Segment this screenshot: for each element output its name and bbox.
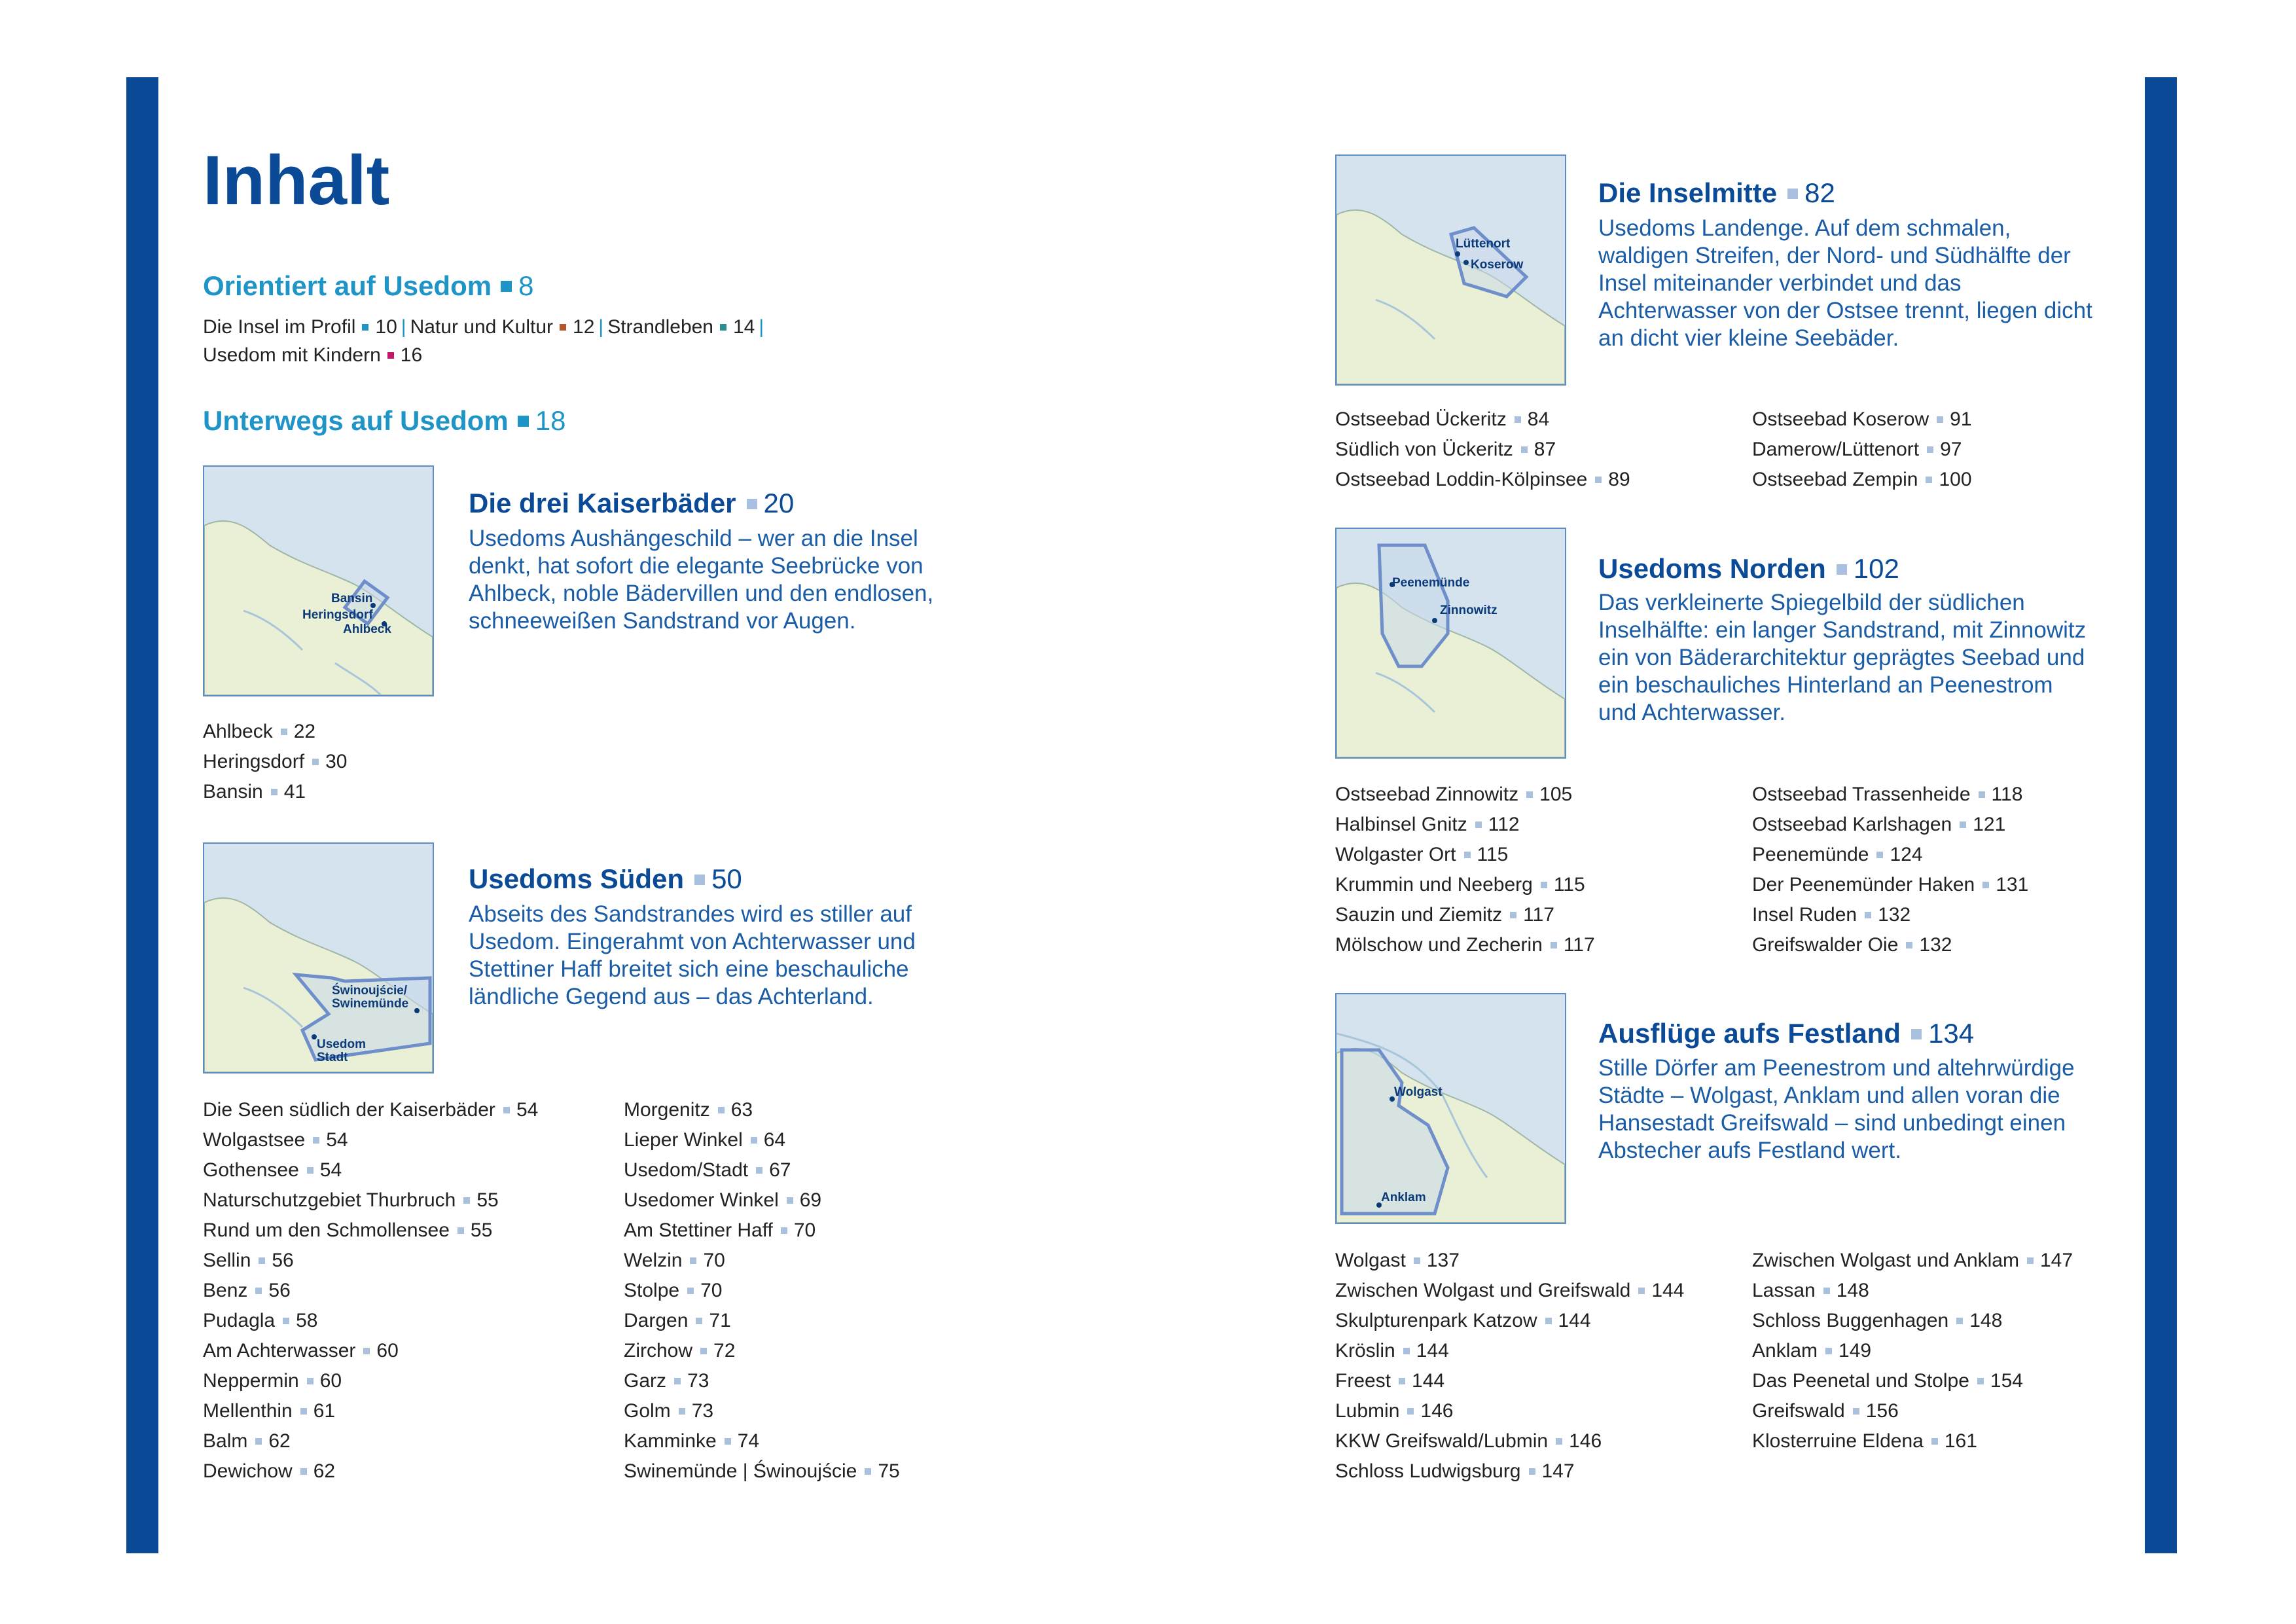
chapter-page: 50 [711,863,742,894]
chapter-title: Die drei Kaiserbäder [469,488,736,518]
chapter-inselmitte-heading[interactable] [1598,179,1835,207]
map-label: Lüttenort [1456,237,1511,251]
chapter-page: 134 [1928,1018,1975,1049]
square-marker-icon [1926,477,1932,483]
square-marker-icon [696,1318,702,1324]
chapter-inselmitte-list-left [1335,405,1630,495]
chapter-festland-heading[interactable] [1598,1020,1974,1047]
list-item[interactable]: Zirchow 72 [624,1340,736,1362]
chapter-title: Usedoms Norden [1598,553,1826,584]
map-sueden [203,842,434,1074]
square-marker-icon [1823,1288,1830,1294]
list-item[interactable]: Schloss Buggenhagen 148 [1752,1310,2003,1331]
chapter-kaiserbaeder-list [203,717,347,807]
left-margin-bar [126,77,158,1553]
list-item[interactable]: Lieper Winkel 64 [624,1129,786,1151]
chapter-norden-list-right [1752,780,2028,960]
list-item[interactable]: Ostseebad Ückeritz 84 [1335,408,1550,430]
list-item[interactable]: Ostseebad Zinnowitz 105 [1335,784,1573,805]
square-marker-icon [283,1318,289,1324]
square-marker-icon [1403,1348,1410,1354]
square-marker-icon [307,1167,314,1174]
square-marker-icon [725,1438,731,1445]
square-marker-icon [1510,912,1516,918]
list-item[interactable]: Damerow/Lüttenort 97 [1752,439,1962,460]
list-item[interactable]: Ostseebad Trassenheide 118 [1752,784,2023,805]
list-item[interactable]: Dargen 71 [624,1310,731,1331]
list-item[interactable]: Die Seen südlich der Kaiserbäder 54 [203,1099,539,1121]
subtopic-label[interactable]: Strandleben [607,316,713,338]
square-marker-icon [747,499,757,509]
list-item[interactable]: Garz 73 [624,1370,709,1392]
list-item[interactable]: Wolgastsee 54 [203,1129,348,1151]
chapter-description: Usedoms Aushängeschild – wer an die Insel denkt, hat sofort die elegante Seebrücke von Ahlbeck, noble Bädervillen und den endlosen, schneeweißen Sandstrand vor Augen. [469,526,934,634]
square-marker-icon [1595,477,1602,483]
map-label: Peenemünde [1392,576,1470,590]
map-inselmitte [1335,154,1566,386]
list-item[interactable]: Freest 144 [1335,1370,1445,1392]
square-marker-icon [1956,1318,1963,1324]
square-marker-icon [1399,1378,1405,1384]
list-item[interactable]: Krummin und Neeberg 115 [1335,874,1585,895]
list-item[interactable]: Usedomer Winkel 69 [624,1189,822,1211]
list-item[interactable]: Balm 62 [203,1430,291,1452]
chapter-page: 82 [1804,177,1835,208]
list-item[interactable]: Klosterruine Eldena 161 [1752,1430,1977,1452]
section-orientiert-title: Orientiert auf Usedom [203,270,492,301]
chapter-festland-list-left [1335,1246,1684,1487]
list-item[interactable]: Kamminke 74 [624,1430,760,1452]
square-marker-icon [694,875,705,885]
list-item[interactable]: Sauzin und Ziemitz 117 [1335,904,1554,926]
square-marker-icon [690,1257,696,1264]
square-marker-icon [1853,1408,1859,1415]
list-item[interactable]: Skulpturenpark Katzow 144 [1335,1310,1591,1331]
list-item[interactable]: Dewichow 62 [203,1460,336,1482]
list-item[interactable]: Greifswalder Oie 132 [1752,934,1952,956]
square-marker-icon [313,1137,319,1144]
square-marker-icon [2027,1257,2034,1264]
square-marker-icon [679,1408,685,1415]
square-marker-icon [751,1137,757,1144]
page-title: Inhalt [203,141,390,219]
list-item[interactable]: Ostseebad Loddin-Kölpinsee 89 [1335,469,1630,490]
list-item[interactable]: Mellenthin 61 [203,1400,336,1422]
list-item[interactable]: Wolgaster Ort 115 [1335,844,1509,865]
list-item[interactable]: Peenemünde 124 [1752,844,1923,865]
map-label: Wolgast [1394,1085,1443,1099]
section-orientiert[interactable] [203,272,533,300]
chapter-title: Ausflüge aufs Festland [1598,1018,1901,1049]
square-marker-icon [720,324,726,331]
square-marker-icon [1526,791,1533,798]
square-marker-icon [281,729,287,735]
list-item[interactable]: Ahlbeck 22 [203,721,316,742]
list-item[interactable]: Insel Ruden 132 [1752,904,1911,926]
list-item[interactable]: Das Peenetal und Stolpe 154 [1752,1370,2023,1392]
square-marker-icon [781,1227,787,1234]
chapter-page: 102 [1853,553,1899,584]
section-unterwegs-title: Unterwegs auf Usedom [203,405,509,436]
square-marker-icon [518,416,529,427]
square-marker-icon [1906,942,1912,948]
chapter-sueden-heading[interactable] [469,865,742,893]
list-item[interactable]: Usedom/Stadt 67 [624,1159,791,1181]
map-kaiserbaeder [203,465,434,696]
list-item[interactable]: Ostseebad Zempin 100 [1752,469,1972,490]
square-marker-icon [312,759,319,765]
square-marker-icon [1931,1438,1938,1445]
list-item[interactable]: Welzin 70 [624,1250,725,1271]
square-marker-icon [307,1378,314,1384]
square-marker-icon [1551,942,1557,948]
square-marker-icon [1977,1378,1984,1384]
chapter-norden-heading[interactable] [1598,555,1899,583]
square-marker-icon [865,1468,871,1475]
square-marker-icon [1407,1408,1414,1415]
list-item[interactable]: Zwischen Wolgast und Anklam 147 [1752,1250,2073,1271]
list-item[interactable]: Am Achterwasser 60 [203,1340,399,1362]
square-marker-icon [503,1107,510,1113]
map-label: Usedom [317,1038,366,1051]
section-unterwegs[interactable] [203,407,565,435]
chapter-description: Usedoms Landenge. Auf dem schmalen, waldigen Streifen, der Nord- und Südhälfte der Insel miteinander verbindet und das Achterwasser von der Ostsee trennt, liegen dicht an dicht vier kleine Seebäder. [1598,215,2092,351]
square-marker-icon [560,324,566,331]
map-festland [1335,993,1566,1224]
chapter-title: Die Inselmitte [1598,177,1778,208]
square-marker-icon [1521,446,1528,453]
square-marker-icon [1825,1348,1832,1354]
list-item[interactable]: Kröslin 144 [1335,1340,1449,1362]
map-label: Swinemünde [332,997,409,1011]
chapter-festland-list-right [1752,1246,2073,1456]
list-item[interactable]: Lubmin 146 [1335,1400,1454,1422]
chapter-title: Usedoms Süden [469,863,685,894]
subtopic-label[interactable]: Natur und Kultur [410,316,554,338]
square-marker-icon [1837,564,1847,575]
list-item[interactable]: Neppermin 60 [203,1370,342,1392]
square-marker-icon [259,1257,265,1264]
right-margin-bar [2145,77,2177,1553]
chapter-sueden-list-right [624,1095,900,1487]
list-item[interactable]: Schloss Ludwigsburg 147 [1335,1460,1575,1482]
list-item[interactable]: Ostseebad Karlshagen 121 [1752,814,2006,835]
list-item[interactable]: Sellin 56 [203,1250,294,1271]
subtopic-label[interactable]: Usedom mit Kindern [203,344,381,366]
map-label: Bansin [331,592,373,605]
list-item[interactable]: Heringsdorf 30 [203,751,348,772]
list-item[interactable]: Bansin 41 [203,781,306,803]
square-marker-icon [1556,1438,1562,1445]
square-marker-icon [1638,1288,1645,1294]
list-item[interactable]: Anklam 149 [1752,1340,1872,1362]
square-marker-icon [1529,1468,1535,1475]
list-item[interactable]: Am Stettiner Haff 70 [624,1219,816,1241]
square-marker-icon [1541,882,1547,888]
square-marker-icon [1475,821,1482,828]
square-marker-icon [362,324,368,331]
square-marker-icon [1911,1029,1922,1039]
chapter-kaiserbaeder-heading[interactable] [469,490,794,517]
chapter-inselmitte-list-right [1752,405,1972,495]
square-marker-icon [700,1348,707,1354]
square-marker-icon [1876,852,1883,858]
subtopic-label[interactable]: Die Insel im Profil [203,316,356,338]
square-marker-icon [1937,416,1943,423]
square-marker-icon [1787,189,1798,199]
list-item[interactable]: Gothensee 54 [203,1159,342,1181]
list-item[interactable]: Ostseebad Koserow 91 [1752,408,1972,430]
list-item[interactable]: Wolgast 137 [1335,1250,1460,1271]
map-label: Stadt [317,1051,348,1064]
map-label: Heringsdorf [302,608,373,622]
list-item[interactable]: Halbinsel Gnitz 112 [1335,814,1520,835]
list-item[interactable]: Mölschow und Zecherin 117 [1335,934,1595,956]
map-norden [1335,528,1566,759]
square-marker-icon [1865,912,1871,918]
chapter-description: Abseits des Sandstrandes wird es stiller auf Usedom. Eingerahmt von Achterwasser und Stettiner Haff breitet sich eine beschauliche ländliche Gegend aus – das Achterland. [469,901,916,1009]
square-marker-icon [255,1438,262,1445]
square-marker-icon [363,1348,370,1354]
list-item[interactable]: Greifswald 156 [1752,1400,1899,1422]
chapter-sueden-list-left [203,1095,538,1487]
square-marker-icon [1979,791,1985,798]
orientiert-subtopics: Die Insel im Profil 10 | Natur und Kultur 12 | Strandleben 14 | Usedom mit Kindern 16 [203,316,764,366]
square-marker-icon [1464,852,1471,858]
square-marker-icon [255,1288,262,1294]
square-marker-icon [1515,416,1521,423]
section-orientiert-page: 8 [518,270,534,301]
list-item[interactable]: Benz 56 [203,1280,291,1301]
section-unterwegs-page: 18 [535,405,566,436]
square-marker-icon [1414,1257,1420,1264]
list-item[interactable]: Pudagla 58 [203,1310,318,1331]
square-marker-icon [1927,446,1933,453]
list-item[interactable]: Morgenitz 63 [624,1099,753,1121]
list-item[interactable]: Stolpe 70 [624,1280,723,1301]
list-item[interactable]: Naturschutzgebiet Thurbruch 55 [203,1189,499,1211]
map-label: Anklam [1381,1191,1426,1204]
list-item[interactable]: Swinemünde | Świnoujście 75 [624,1460,900,1482]
list-item[interactable]: Rund um den Schmollensee 55 [203,1219,493,1241]
map-label: Świnoujście/ [332,984,408,998]
square-marker-icon [271,789,278,795]
square-marker-icon [674,1378,681,1384]
square-marker-icon [787,1197,793,1204]
square-marker-icon [300,1408,307,1415]
map-label: Koserow [1471,258,1524,272]
list-item[interactable]: KKW Greifswald/Lubmin 146 [1335,1430,1602,1452]
list-item[interactable]: Golm 73 [624,1400,714,1422]
square-marker-icon [756,1167,762,1174]
list-item[interactable]: Zwischen Wolgast und Greifswald 144 [1335,1280,1685,1301]
list-item[interactable]: Lassan 148 [1752,1280,1869,1301]
chapter-page: 20 [763,488,795,518]
square-marker-icon [1545,1318,1552,1324]
chapter-norden-list-left [1335,780,1595,960]
square-marker-icon [501,281,512,292]
map-label: Zinnowitz [1440,604,1498,617]
square-marker-icon [1982,882,1989,888]
map-label: Ahlbeck [343,623,391,636]
square-marker-icon [463,1197,470,1204]
square-marker-icon [457,1227,464,1234]
square-marker-icon [300,1468,307,1475]
square-marker-icon [1960,821,1966,828]
list-item[interactable]: Südlich von Ückeritz 87 [1335,439,1556,460]
list-item[interactable]: Der Peenemünder Haken 131 [1752,874,2029,895]
square-marker-icon [387,352,394,359]
chapter-description: Das verkleinerte Spiegelbild der südlichen Inselhälfte: ein langer Sandstrand, mit Zinnowitz ein von Bäderarchitektur geprägtes Seebad und ein beschauliches Hinterland an Peenestrom und Achterwasser. [1598,590,2087,725]
chapter-description: Stille Dörfer am Peenestrom und altehrwürdige Städte – Wolgast, Anklam und allen voran die Hansestadt Greifswald – sind unbedingt einen Abstecher aufs Festland wert. [1598,1055,2075,1163]
square-marker-icon [687,1288,694,1294]
square-marker-icon [718,1107,725,1113]
